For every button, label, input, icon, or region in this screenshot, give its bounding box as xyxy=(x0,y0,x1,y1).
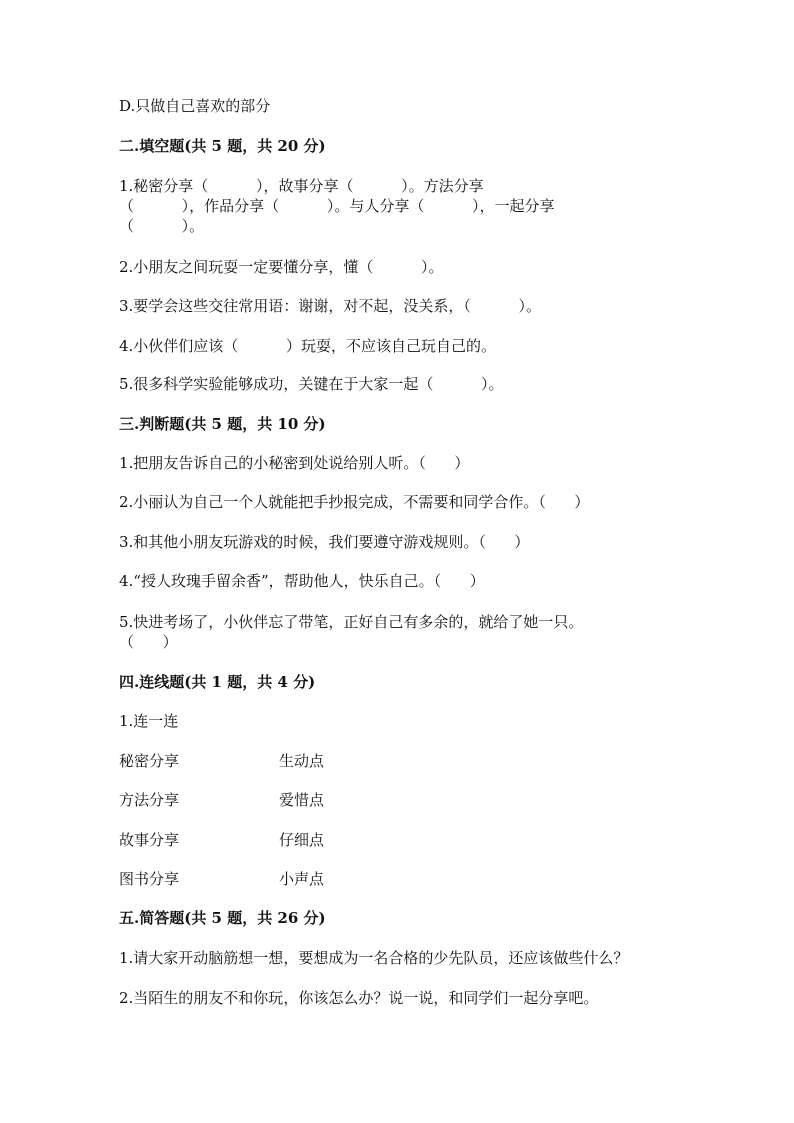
match-left-item: 秘密分享 xyxy=(119,752,180,770)
fill-q1-line1: 1.秘密分享（ ），故事分享（ ）。方法分享 xyxy=(119,177,484,195)
fill-q1-line2: （ ），作品分享（ ）。与人分享（ ），一起分享 xyxy=(119,197,555,215)
match-right-item: 小声点 xyxy=(279,870,325,888)
judge-q5-line2: （ ） xyxy=(119,633,178,651)
section-4-heading: 四.连线题(共 1 题，共 4 分) xyxy=(119,673,316,691)
judge-q3: 3.和其他小朋友玩游戏的时候，我们要遵守游戏规则。（ ） xyxy=(119,533,530,551)
match-q1: 1.连一连 xyxy=(119,712,179,730)
short-q1: 1.请大家开动脑筋想一想，要想成为一名合格的少先队员，还应该做些什么？ xyxy=(119,949,629,967)
section-2-heading: 二.填空题(共 5 题，共 20 分) xyxy=(119,137,326,155)
fill-q1-line3: （ ）。 xyxy=(119,217,205,235)
judge-q2: 2.小丽认为自己一个人就能把手抄报完成，不需要和同学合作。（ ） xyxy=(119,493,590,511)
fill-q4: 4.小伙伴们应该（ ）玩耍，不应该自己玩自己的。 xyxy=(119,337,496,355)
judge-q1: 1.把朋友告诉自己的小秘密到处说给别人听。（ ） xyxy=(119,454,470,472)
judge-q5-line1: 5.快进考场了，小伙伴忘了带笔，正好自己有多余的，就给了她一只。 xyxy=(119,613,584,631)
match-right-item: 爱惜点 xyxy=(279,791,325,809)
section-5-heading: 五.简答题(共 5 题，共 26 分) xyxy=(119,909,326,927)
match-left-item: 图书分享 xyxy=(119,870,180,888)
fill-q3: 3.要学会这些交往常用语：谢谢，对不起，没关系，（ ）。 xyxy=(119,297,541,315)
match-right-item: 生动点 xyxy=(279,752,325,770)
fill-q5: 5.很多科学实验能够成功，关键在于大家一起（ ）。 xyxy=(119,375,504,393)
option-d: D.只做自己喜欢的部分 xyxy=(119,97,271,115)
section-3-heading: 三.判断题(共 5 题，共 10 分) xyxy=(119,415,326,433)
judge-q4: 4.“授人玫瑰手留余香”，帮助他人，快乐自己。（ ） xyxy=(119,572,485,590)
match-right-item: 仔细点 xyxy=(279,831,325,849)
fill-q2: 2.小朋友之间玩耍一定要懂分享，懂（ ）。 xyxy=(119,258,444,276)
match-left-item: 方法分享 xyxy=(119,791,180,809)
short-q2: 2.当陌生的朋友不和你玩，你该怎么办？说一说，和同学们一起分享吧。 xyxy=(119,989,599,1007)
match-left-item: 故事分享 xyxy=(119,831,180,849)
